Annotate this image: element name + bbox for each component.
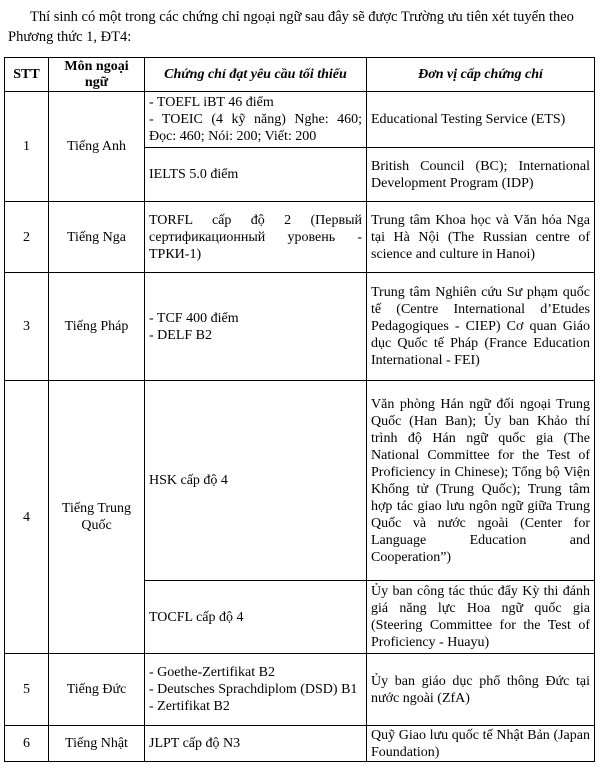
issuer-cell: Trung tâm Nghiên cứu Sư phạm quốc tế (Centre International d’Etudes Pedagogiques - CIEP) Cơ quan Giáo dục Quốc tế Pháp (France Education International - FEI) xyxy=(367,273,595,381)
certificate-cell xyxy=(145,273,367,381)
stt-cell: 5 xyxy=(5,654,49,726)
certificate-line: - Zertifikat B2 xyxy=(149,699,230,714)
header-subject: Môn ngoại ngữ xyxy=(49,58,145,92)
table-header-row xyxy=(5,58,595,92)
header-certificate: Chứng chỉ đạt yêu cầu tối thiểu xyxy=(145,58,367,92)
table-row-english-toefl xyxy=(5,92,595,148)
certificate-cell xyxy=(145,654,367,726)
certificate-line: TOCFL cấp độ 4 xyxy=(149,609,244,625)
table-row-german xyxy=(5,654,595,726)
subject-cell: Tiếng Đức xyxy=(49,654,145,726)
certificate-line: - Deutsches Sprachdiplom (DSD) B1 xyxy=(149,682,358,697)
certificate-cell xyxy=(145,92,367,148)
issuer-cell: Ủy ban giáo dục phổ thông Đức tại nước ngoài (ZfA) xyxy=(367,654,595,726)
table-row-russian xyxy=(5,202,595,273)
issuer-cell: Educational Testing Service (ETS) xyxy=(367,92,595,148)
certificate-cell xyxy=(145,581,367,654)
issuer-cell: Trung tâm Khoa học và Văn hóa Nga tại Hà Nội (The Russian centre of science and culture in Hanoi) xyxy=(367,202,595,273)
table-row-french xyxy=(5,273,595,381)
certificate-cell xyxy=(145,726,367,762)
table-row-chinese-hsk xyxy=(5,381,595,581)
issuer-cell: Văn phòng Hán ngữ đối ngoại Trung Quốc (Han Ban); Ủy ban Khảo thí trình độ Hán ngữ quốc gia (The National Committee for the Test of Proficiency in Chinese); Tổng bộ Viện Khổng tử (Trung Quốc); Trung tâm hợp tác giao lưu ngôn ngữ giữa Trung Quốc và nước ngoài (Center for Language Education and Cooperation”) xyxy=(367,381,595,581)
subject-cell: Tiếng Anh xyxy=(49,92,145,202)
certificate-line: - TCF 400 điểm xyxy=(149,310,239,326)
subject-cell: Tiếng Nga xyxy=(49,202,145,273)
issuer-cell: British Council (BC); International Development Program (IDP) xyxy=(367,148,595,202)
certificate-table xyxy=(4,57,595,762)
header-stt: STT xyxy=(5,58,49,92)
stt-cell: 6 xyxy=(5,726,49,762)
stt-cell: 4 xyxy=(5,381,49,654)
stt-cell: 1 xyxy=(5,92,49,202)
certificate-line: - TOEIC (4 kỹ năng) Nghe: 460; Đọc: 460; Nói: 200; Viết: 200 xyxy=(149,112,362,144)
certificate-line: JLPT cấp độ N3 xyxy=(149,736,241,751)
subject-cell: Tiếng Trung Quốc xyxy=(49,381,145,654)
certificate-line: HSK cấp độ 4 xyxy=(149,473,228,488)
stt-cell: 3 xyxy=(5,273,49,381)
issuer-cell: Quỹ Giao lưu quốc tế Nhật Bản (Japan Foundation) xyxy=(367,726,595,762)
table-row-japanese xyxy=(5,726,595,762)
intro-paragraph: Thí sinh có một trong các chứng chỉ ngoại ngữ sau đây sẽ được Trường ưu tiên xét tuyển theo Phương thức 1, ĐT4: xyxy=(8,9,574,45)
certificate-line: - DELF B2 xyxy=(149,327,212,343)
certificate-cell xyxy=(145,202,367,273)
certificate-line: IELTS 5.0 điểm xyxy=(149,167,239,182)
certificate-line: TORFL cấp độ 2 (Первый сертификационный уровень - ТРКИ-1) xyxy=(149,212,362,262)
subject-cell: Tiếng Nhật xyxy=(49,726,145,762)
certificate-cell xyxy=(145,148,367,202)
header-issuer: Đơn vị cấp chứng chỉ xyxy=(367,58,595,92)
certificate-cell xyxy=(145,381,367,581)
certificate-line: - Goethe-Zertifikat B2 xyxy=(149,665,275,680)
subject-cell: Tiếng Pháp xyxy=(49,273,145,381)
stt-cell: 2 xyxy=(5,202,49,273)
certificate-line: - TOEFL iBT 46 điểm xyxy=(149,95,274,110)
issuer-cell: Ủy ban công tác thúc đẩy Kỳ thi đánh giá năng lực Hoa ngữ quốc gia (Steering Committee for the Test of Proficiency - Huayu) xyxy=(367,581,595,654)
